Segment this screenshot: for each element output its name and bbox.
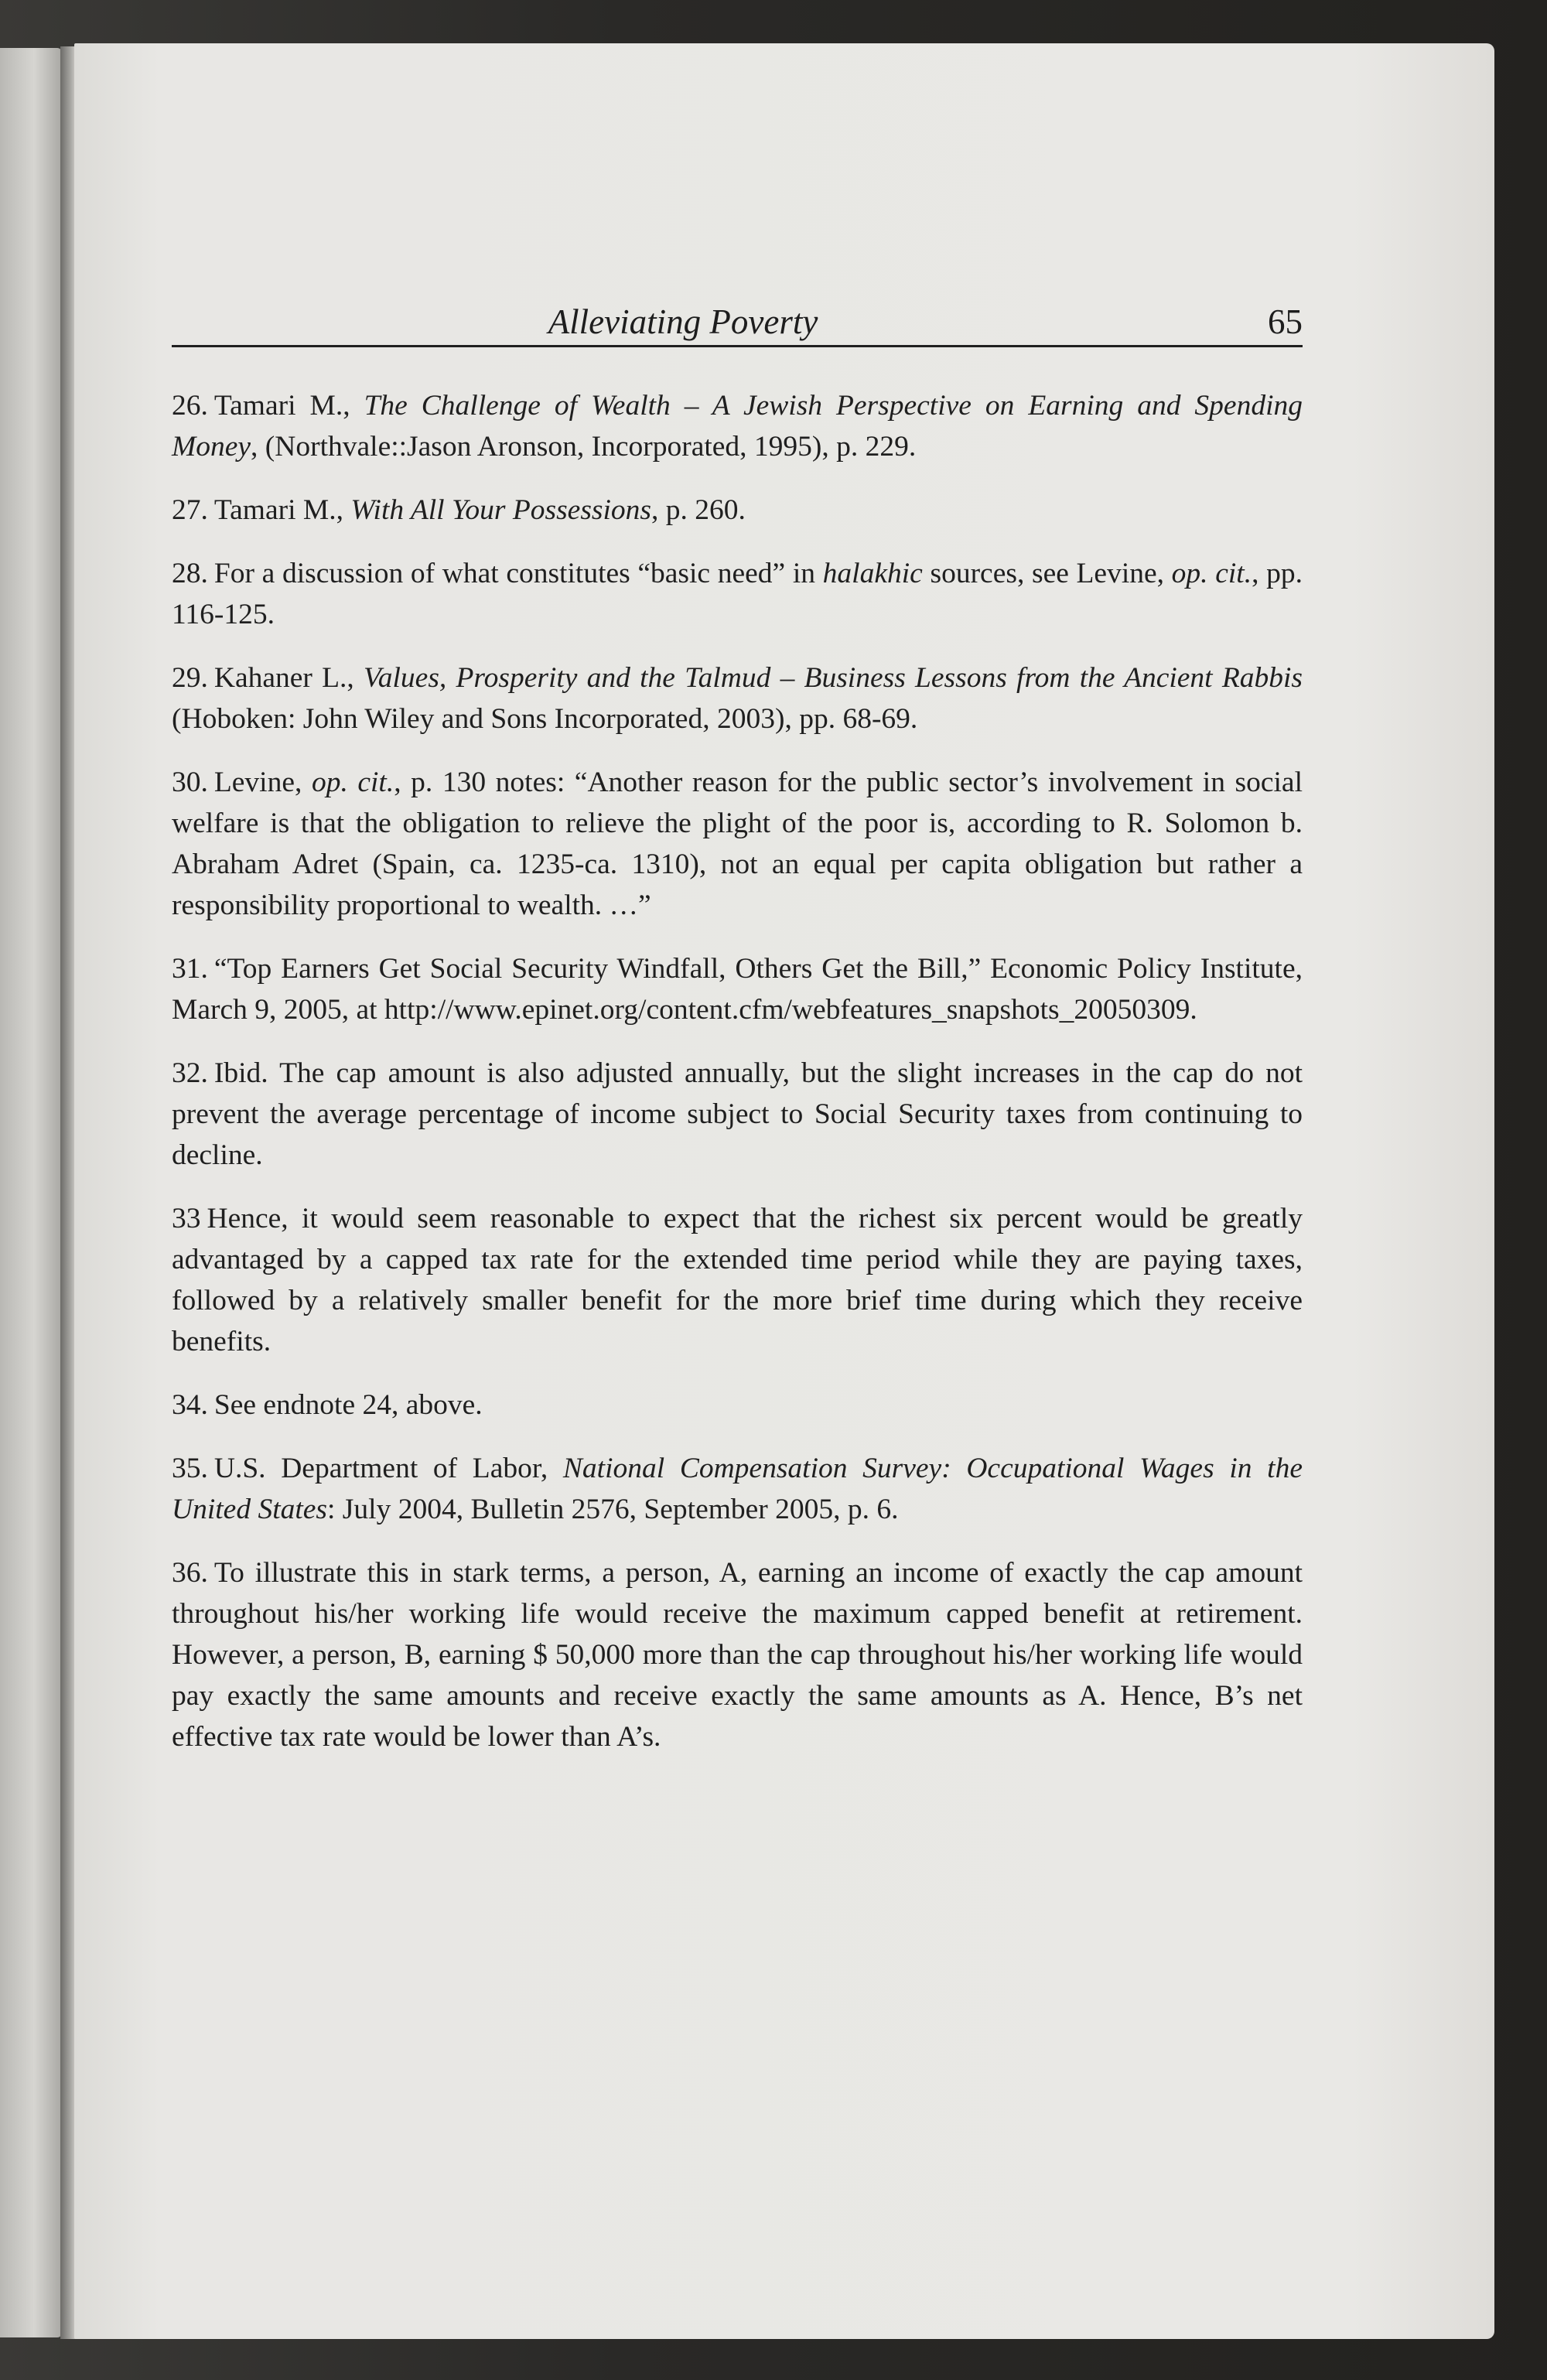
endnote-text: , (Northvale::Jason Aronson, Incorporated, 1995), p. 229. xyxy=(251,431,917,463)
endnote-text: , p. 260. xyxy=(651,494,746,526)
endnote-number: 34. xyxy=(172,1389,208,1421)
endnote-number: 28. xyxy=(172,558,208,589)
endnote xyxy=(172,657,1303,739)
page-number: 65 xyxy=(1268,302,1303,341)
endnote-text: To illustrate this in stark terms, a person, A, earning an income of exactly the cap amount throughout his/her working life would receive the maximum capped benefit at retirement. However, a person, B, earning $ 50,000 more than the cap throughout his/her working life would pay exactly the same amounts and receive exactly the same amounts as A. Hence, B’s net effective tax rate would be lower than A’s. xyxy=(172,1557,1303,1753)
endnote xyxy=(172,1385,1303,1426)
previous-page-edge xyxy=(0,48,62,2337)
endnote xyxy=(172,948,1303,1030)
endnote-italic-text: National Compensation Survey: Occupational Wages in the United States xyxy=(172,1453,1303,1525)
endnote-text: Hence, it would seem reasonable to expect that the richest six percent would be greatly advantaged by a capped tax rate for the extended time period while they are paying taxes, followed by a relatively smaller benefit for the more brief time during which they receive benefits. xyxy=(172,1203,1303,1357)
endnote-italic-text: The Challenge of Wealth – A Jewish Perspective on Earning and Spending Money xyxy=(172,390,1303,463)
running-head-title: Alleviating Poverty xyxy=(548,302,818,341)
endnote-text: : July 2004, Bulletin 2576, September 2005, p. 6. xyxy=(327,1494,899,1525)
endnote xyxy=(172,385,1303,467)
endnote-text: sources, see Levine, xyxy=(922,558,1172,589)
endnote-text: , p. 130 notes: “Another reason for the public sector’s involvement in social welfare is that the obligation to relieve the plight of the poor is, according to R. Solomon b. Abraham Adret (Spain, ca. 1235-ca. 1310), not an equal per capita obligation but rather a responsibility proportional to wealth. …” xyxy=(172,767,1303,921)
endnote-text: , pp. 116-125. xyxy=(172,558,1303,630)
endnote-number: 31. xyxy=(172,953,208,985)
endnote xyxy=(172,1448,1303,1530)
endnote-number: 36. xyxy=(172,1557,208,1589)
endnote-italic-text: op. cit. xyxy=(311,767,394,798)
endnote-italic-text: halakhic xyxy=(822,558,923,589)
endnote-number: 29. xyxy=(172,662,208,694)
endnote-italic-text: Values, Prosperity and the Talmud – Business Lessons from the Ancient Rabbis xyxy=(364,662,1303,694)
running-head xyxy=(172,300,1303,347)
endnote-text: U.S. Department of Labor, xyxy=(213,1453,563,1484)
endnote-text: Kahaner L., xyxy=(213,662,364,694)
endnote-italic-text: op. cit. xyxy=(1171,558,1252,589)
endnote-number: 27. xyxy=(172,494,208,526)
endnote-number: 30. xyxy=(172,767,208,798)
endnote-text: “Top Earners Get Social Security Windfall, Others Get the Bill,” Economic Policy Institute, March 9, 2005, at http://www.epinet.org/content.cfm/webfeatures_snapshots_20050309. xyxy=(172,953,1303,1026)
endnote-number: 35. xyxy=(172,1453,208,1484)
endnote-text: For a discussion of what constitutes “basic need” in xyxy=(213,558,823,589)
endnote xyxy=(172,1198,1303,1362)
endnote xyxy=(172,553,1303,635)
endnote xyxy=(172,762,1303,926)
endnote xyxy=(172,1552,1303,1757)
endnote-number: 32. xyxy=(172,1057,208,1089)
endnote-text: Tamari M., xyxy=(213,494,351,526)
endnote-text: Ibid. The cap amount is also adjusted annually, but the slight increases in the cap do not prevent the average percentage of income subject to Social Security taxes from continuing to decline. xyxy=(172,1057,1303,1171)
endnote xyxy=(172,490,1303,531)
endnote-text: See endnote 24, above. xyxy=(213,1389,483,1421)
endnote-number: 33 xyxy=(172,1203,201,1234)
endnote-text: Levine, xyxy=(213,767,312,798)
endnote xyxy=(172,1053,1303,1176)
endnote-number: 26. xyxy=(172,390,208,422)
endnotes-list xyxy=(172,385,1303,1780)
endnote-text: (Hoboken: John Wiley and Sons Incorporated, 2003), pp. 68-69. xyxy=(172,703,918,735)
endnote-italic-text: With All Your Possessions xyxy=(350,494,652,526)
endnote-text: Tamari M., xyxy=(213,390,364,422)
